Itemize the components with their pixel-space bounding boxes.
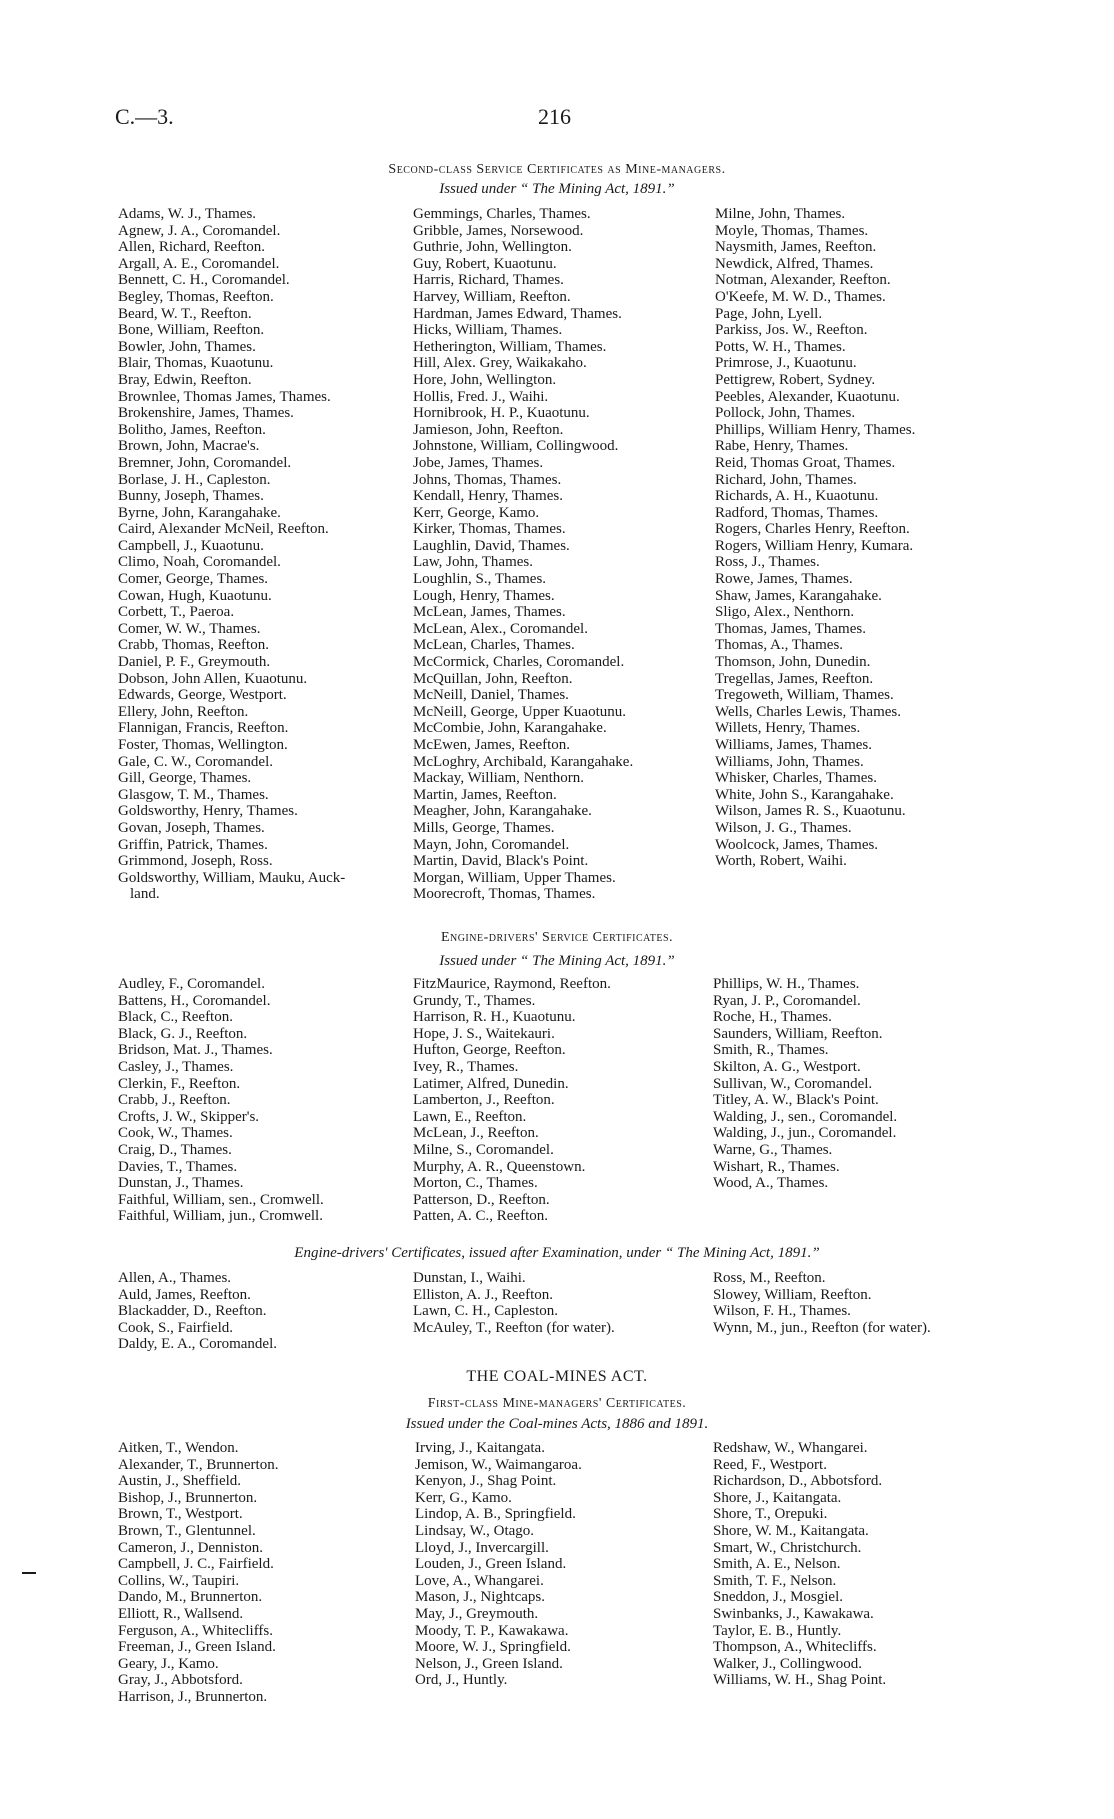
certificate-holder-entry: Govan, Joseph, Thames. xyxy=(118,819,265,836)
certificate-holder-entry: Wells, Charles Lewis, Thames. xyxy=(715,703,901,720)
certificate-holder-entry: Glasgow, T. M., Thames. xyxy=(118,786,269,803)
certificate-holder-entry: Davies, T., Thames. xyxy=(118,1158,238,1175)
certificate-holder-entry: Thomas, James, Thames. xyxy=(715,620,866,637)
certificate-holder-entry: Kerr, George, Kamo. xyxy=(413,504,540,521)
certificate-holder-entry: Audley, F., Coromandel. xyxy=(118,976,265,992)
certificate-holder-entry: Cook, S., Fairfield. xyxy=(118,1319,233,1336)
certificate-holder-entry: Titley, A. W., Black's Point. xyxy=(713,1092,879,1109)
document-reference: C.—3. xyxy=(115,104,174,129)
certificate-holder-entry: Hore, John, Wellington. xyxy=(413,371,557,388)
certificate-holder-entry: McNeill, George, Upper Kuaotunu. xyxy=(413,703,627,720)
certificate-holder-entry: Beard, W. T., Reefton. xyxy=(118,305,252,322)
certificate-holder-entry: Black, C., Reefton. xyxy=(118,1009,233,1026)
certificate-holder-entry: Notman, Alexander, Reefton. xyxy=(715,272,891,289)
certificate-holder-entry: Potts, W. H., Thames. xyxy=(715,338,846,355)
certificate-holder-entry: Rogers, Charles Henry, Reefton. xyxy=(715,521,910,538)
certificate-holder-entry: Milne, S., Coromandel. xyxy=(413,1141,554,1158)
name-column xyxy=(413,976,611,1225)
certificate-holder-entry: Freeman, J., Green Island. xyxy=(118,1639,276,1656)
certificate-holder-entry: Hufton, George, Reefton. xyxy=(413,1042,566,1059)
certificate-holder-entry: Allen, A., Thames. xyxy=(118,1270,232,1286)
certificate-holder-entry: Wishart, R., Thames. xyxy=(713,1158,840,1175)
certificate-holder-entry: Lawn, C. H., Capleston. xyxy=(413,1303,558,1320)
certificate-holder-entry: Campbell, J. C., Fairfield. xyxy=(118,1556,274,1573)
certificate-holder-entry: Adams, W. J., Thames. xyxy=(118,206,257,222)
certificate-holder-entry: Thomas, A., Thames. xyxy=(715,637,844,654)
certificate-holder-entry: Bone, William, Reefton. xyxy=(118,322,265,339)
certificate-holder-entry: McCombie, John, Karangahake. xyxy=(413,720,607,737)
name-column xyxy=(715,206,915,870)
certificate-holder-entry: Willets, Henry, Thames. xyxy=(715,720,861,737)
certificate-holder-entry: Caird, Alexander McNeil, Reefton. xyxy=(118,521,329,538)
certificate-holder-entry: Dunstan, J., Thames. xyxy=(118,1175,244,1192)
certificate-holder-entry: Faithful, William, sen., Cromwell. xyxy=(118,1191,324,1208)
certificate-holder-entry: Geary, J., Kamo. xyxy=(118,1655,219,1672)
certificate-holder-entry: White, John S., Karangahake. xyxy=(715,786,894,803)
certificate-holder-entry: Ross, J., Thames. xyxy=(715,554,820,571)
section-title: Second-class Service Certificates as Mine-managers. xyxy=(388,162,726,177)
certificate-holder-entry: McLoghry, Archibald, Karangahake. xyxy=(413,753,634,770)
certificate-holder-entry: Kendall, Henry, Thames. xyxy=(413,488,563,505)
certificate-holder-entry: Goldsworthy, William, Mauku, Auck- xyxy=(118,869,346,886)
certificate-holder-entry: Parkiss, Jos. W., Reefton. xyxy=(715,322,868,339)
certificate-holder-entry: Patten, A. C., Reefton. xyxy=(413,1208,548,1225)
certificate-holder-entry: Smith, T. F., Nelson. xyxy=(713,1572,837,1589)
certificate-holder-entry: Black, G. J., Reefton. xyxy=(118,1025,248,1042)
margin-mark xyxy=(22,1572,36,1574)
certificate-holder-entry: Brown, T., Glentunnel. xyxy=(118,1522,256,1539)
certificate-holder-entry: Bunny, Joseph, Thames. xyxy=(118,488,264,505)
certificate-holder-entry: Aitken, T., Wendon. xyxy=(118,1440,239,1456)
certificate-holder-entry: Shore, W. M., Kaitangata. xyxy=(713,1522,869,1539)
certificate-holder-entry: Corbett, T., Paeroa. xyxy=(118,604,235,621)
certificate-holder-entry: Kerr, G., Kamo. xyxy=(415,1489,512,1506)
certificate-holder-entry: Swinbanks, J., Kawakawa. xyxy=(713,1605,874,1622)
certificate-holder-entry: Campbell, J., Kuaotunu. xyxy=(118,537,264,554)
certificate-holder-entry: Austin, J., Sheffield. xyxy=(118,1473,242,1490)
certificate-holder-entry: Clerkin, F., Reefton. xyxy=(118,1075,241,1092)
certificate-holder-entry: Walker, J., Collingwood. xyxy=(713,1655,863,1672)
certificate-holder-entry: Sneddon, J., Mosgiel. xyxy=(713,1589,844,1606)
certificate-holder-entry: Reed, F., Westport. xyxy=(713,1456,827,1473)
certificate-holder-entry: Byrne, John, Karangahake. xyxy=(118,504,281,521)
certificate-holder-entry: Taylor, E. B., Huntly. xyxy=(713,1622,842,1639)
section-title: First-class Mine-managers' Certificates. xyxy=(427,1396,687,1411)
section-subtitle: Issued under the Coal-mines Acts, 1886 and 1891. xyxy=(405,1416,709,1432)
certificate-holder-entry: Wood, A., Thames. xyxy=(713,1175,829,1192)
certificate-holder-entry: McNeill, Daniel, Thames. xyxy=(413,687,569,704)
certificate-holder-entry: McLean, James, Thames. xyxy=(413,604,566,621)
certificate-holder-entry: McEwen, James, Reefton. xyxy=(413,737,571,753)
certificate-holder-entry: Phillips, William Henry, Thames. xyxy=(715,421,916,438)
certificate-holder-entry: Mason, J., Nightcaps. xyxy=(415,1589,545,1606)
certificate-holder-entry: Loughlin, S., Thames. xyxy=(413,571,547,588)
certificate-holder-entry: Goldsworthy, Henry, Thames. xyxy=(118,803,298,820)
certificate-holder-entry: Lindsay, W., Otago. xyxy=(415,1522,535,1539)
certificate-holder-entry: Blair, Thomas, Kuaotunu. xyxy=(118,355,274,372)
certificate-holder-entry: Latimer, Alfred, Dunedin. xyxy=(413,1075,569,1092)
certificate-holder-entry: Williams, John, Thames. xyxy=(715,753,864,770)
certificate-holder-entry: Bremner, John, Coromandel. xyxy=(118,454,292,471)
certificate-holder-entry: O'Keefe, M. W. D., Thames. xyxy=(715,288,886,305)
certificate-holder-entry: Lindop, A. B., Springfield. xyxy=(415,1506,576,1523)
certificate-holder-entry: Bolitho, James, Reefton. xyxy=(118,421,266,438)
certificate-holder-entry: Smith, R., Thames. xyxy=(713,1042,829,1059)
certificate-holder-entry: Bishop, J., Brunnerton. xyxy=(118,1489,258,1506)
certificate-holder-entry: Woolcock, James, Thames. xyxy=(715,836,879,853)
certificate-holder-entry: Auld, James, Reefton. xyxy=(118,1286,251,1303)
certificate-holder-entry: Laughlin, David, Thames. xyxy=(413,537,570,554)
section-subtitle: Issued under “ The Mining Act, 1891.” xyxy=(439,181,675,197)
section-subtitle: Engine-drivers' Certificates, issued after Examination, under “ The Mining Act, 1891.” xyxy=(294,1245,820,1261)
certificate-holder-entry: Roche, H., Thames. xyxy=(713,1009,832,1026)
certificate-holder-entry: Ferguson, A., Whitecliffs. xyxy=(118,1622,273,1639)
certificate-holder-entry: Williams, James, Thames. xyxy=(715,737,873,753)
certificate-holder-entry: Slowey, William, Reefton. xyxy=(713,1286,872,1303)
certificate-holder-entry: Law, John, Thames. xyxy=(413,554,533,571)
certificate-holder-entry: Martin, James, Reefton. xyxy=(413,786,557,803)
certificate-holder-entry: Naysmith, James, Reefton. xyxy=(715,239,877,256)
certificate-holder-entry: Gray, J., Abbotsford. xyxy=(118,1672,243,1689)
certificate-holder-entry: Crabb, J., Reefton. xyxy=(118,1092,231,1109)
certificate-holder-entry: Gill, George, Thames. xyxy=(118,770,252,787)
section-subtitle: Issued under “ The Mining Act, 1891.” xyxy=(439,953,675,969)
certificate-holder-entry: Shore, T., Orepuki. xyxy=(713,1506,828,1523)
certificate-holder-entry: Allen, Richard, Reefton. xyxy=(118,239,266,256)
certificate-holder-entry: Louden, J., Green Island. xyxy=(415,1556,567,1573)
certificate-holder-entry: Daniel, P. F., Greymouth. xyxy=(118,654,271,671)
certificate-holder-entry: Guy, Robert, Kuaotunu. xyxy=(413,255,557,272)
certificate-holder-entry: Gale, C. W., Coromandel. xyxy=(118,753,273,770)
section-title: Engine-drivers' Service Certificates. xyxy=(440,930,674,945)
certificate-holder-entry: May, J., Greymouth. xyxy=(415,1605,539,1622)
certificate-holder-entry: Brown, T., Westport. xyxy=(118,1506,243,1523)
certificate-holder-entry: Dunstan, I., Waihi. xyxy=(413,1270,526,1286)
certificate-holder-entry: Harrison, R. H., Kuaotunu. xyxy=(413,1009,576,1026)
certificate-holder-entry: Moorecroft, Thomas, Thames. xyxy=(413,886,596,903)
certificate-holder-entry: Reid, Thomas Groat, Thames. xyxy=(715,454,896,471)
certificate-holder-entry: Borlase, J. H., Capleston. xyxy=(118,471,271,488)
certificate-holder-entry: Kenyon, J., Shag Point. xyxy=(415,1473,557,1490)
certificate-holder-entry: Climo, Noah, Coromandel. xyxy=(118,554,281,571)
certificate-holder-entry: Walding, J., jun., Coromandel. xyxy=(713,1125,897,1142)
certificate-holder-entry: Shore, J., Kaitangata. xyxy=(713,1489,842,1506)
certificate-holder-entry: Walding, J., sen., Coromandel. xyxy=(713,1108,898,1125)
certificate-holder-entry: Guthrie, John, Wellington. xyxy=(413,239,572,256)
certificate-holder-entry: Cook, W., Thames. xyxy=(118,1125,233,1142)
certificate-holder-entry: Jemison, W., Waimangaroa. xyxy=(415,1456,582,1473)
certificate-holder-entry: Harvey, William, Reefton. xyxy=(413,288,571,305)
certificate-holder-entry: Shaw, James, Karangahake. xyxy=(715,587,882,604)
certificate-holder-entry: land. xyxy=(130,886,160,903)
certificate-holder-entry: Moore, W. J., Springfield. xyxy=(415,1639,571,1656)
certificate-holder-entry: Mills, George, Thames. xyxy=(413,819,555,836)
certificate-holder-entry: Lawn, E., Reefton. xyxy=(413,1108,527,1125)
certificate-holder-entry: Bray, Edwin, Reefton. xyxy=(118,371,252,388)
certificate-holder-entry: Rogers, William Henry, Kumara. xyxy=(715,537,914,554)
certificate-holder-entry: Ord, J., Huntly. xyxy=(415,1672,508,1689)
name-column xyxy=(118,1440,278,1706)
certificate-holder-entry: Morton, C., Thames. xyxy=(413,1175,538,1192)
certificate-holder-entry: Primrose, J., Kuaotunu. xyxy=(715,355,857,372)
certificate-holder-entry: Jamieson, John, Reefton. xyxy=(413,421,564,438)
certificate-holder-entry: Whisker, Charles, Thames. xyxy=(715,770,877,787)
certificate-holder-entry: Hardman, James Edward, Thames. xyxy=(413,305,622,322)
certificate-holder-entry: Moyle, Thomas, Thames. xyxy=(715,222,869,239)
certificate-holder-entry: Casley, J., Thames. xyxy=(118,1058,234,1075)
certificate-holder-entry: Pollock, John, Thames. xyxy=(715,405,856,422)
name-column xyxy=(413,206,633,903)
name-column xyxy=(713,1270,931,1336)
page-number: 216 xyxy=(538,104,571,129)
certificate-holder-entry: Lough, Henry, Thames. xyxy=(413,587,555,604)
certificate-holder-entry: Grimmond, Joseph, Ross. xyxy=(118,853,273,870)
certificate-holder-entry: Dando, M., Brunnerton. xyxy=(118,1589,263,1606)
certificate-holder-entry: Sullivan, W., Coromandel. xyxy=(713,1075,873,1092)
certificate-holder-entry: Harrison, J., Brunnerton. xyxy=(118,1688,268,1705)
certificate-holder-entry: Murphy, A. R., Queenstown. xyxy=(413,1158,586,1175)
certificate-holder-entry: Newdick, Alfred, Thames. xyxy=(715,255,874,272)
certificate-holder-entry: Hill, Alex. Grey, Waikakaho. xyxy=(413,355,587,372)
certificate-holder-entry: McAuley, T., Reefton (for water). xyxy=(413,1319,615,1336)
certificate-holder-entry: Agnew, J. A., Coromandel. xyxy=(118,222,281,239)
certificate-holder-entry: Wilson, F. H., Thames. xyxy=(713,1303,851,1320)
certificate-holder-entry: Thomson, John, Dunedin. xyxy=(715,654,871,671)
certificate-holder-entry: Cameron, J., Denniston. xyxy=(118,1539,263,1556)
certificate-holder-entry: McCormick, Charles, Coromandel. xyxy=(413,654,625,671)
certificate-holder-entry: Comer, George, Thames. xyxy=(118,571,269,588)
certificate-holder-entry: Craig, D., Thames. xyxy=(118,1141,232,1158)
certificate-holder-entry: Wilson, J. G., Thames. xyxy=(715,819,852,836)
certificate-holder-entry: Mayn, John, Coromandel. xyxy=(413,836,570,853)
certificate-holder-entry: Ross, M., Reefton. xyxy=(713,1270,826,1286)
certificate-holder-entry: Irving, J., Kaitangata. xyxy=(415,1440,545,1456)
certificate-holder-entry: Milne, John, Thames. xyxy=(715,206,846,222)
name-column xyxy=(415,1440,582,1689)
certificate-holder-entry: Meagher, John, Karangahake. xyxy=(413,803,592,820)
certificate-holder-entry: Peebles, Alexander, Kuaotunu. xyxy=(715,388,900,405)
certificate-holder-entry: Ellery, John, Reefton. xyxy=(118,703,249,720)
certificate-holder-entry: FitzMaurice, Raymond, Reefton. xyxy=(413,976,611,992)
name-column xyxy=(713,1440,886,1689)
certificate-holder-entry: McLean, J., Reefton. xyxy=(413,1125,539,1142)
certificate-holder-entry: Lloyd, J., Invercargill. xyxy=(415,1539,549,1556)
name-column xyxy=(118,976,324,1225)
certificate-holder-entry: Gribble, James, Norsewood. xyxy=(413,222,584,239)
certificate-holder-entry: Alexander, T., Brunnerton. xyxy=(118,1456,279,1473)
certificate-holder-entry: Faithful, William, jun., Cromwell. xyxy=(118,1208,323,1225)
certificate-holder-entry: Moody, T. P., Kawakawa. xyxy=(415,1622,569,1639)
certificate-holder-entry: Ryan, J. P., Coromandel. xyxy=(713,992,861,1009)
certificate-holder-entry: Rowe, James, Thames. xyxy=(715,571,853,588)
certificate-holder-entry: Bowler, John, Thames. xyxy=(118,338,256,355)
certificate-holder-entry: Bennett, C. H., Coromandel. xyxy=(118,272,290,289)
certificate-holder-entry: Dobson, John Allen, Kuaotunu. xyxy=(118,670,308,687)
name-column xyxy=(413,1270,615,1336)
certificate-holder-entry: Mackay, William, Nenthorn. xyxy=(413,770,585,787)
certificate-holder-entry: Hornibrook, H. P., Kuaotunu. xyxy=(413,405,590,422)
certificate-holder-entry: Battens, H., Coromandel. xyxy=(118,992,271,1009)
certificate-holder-entry: Argall, A. E., Coromandel. xyxy=(118,255,280,272)
certificate-holder-entry: Morgan, William, Upper Thames. xyxy=(413,869,616,886)
certificate-holder-entry: Page, John, Lyell. xyxy=(715,305,823,322)
certificate-holder-entry: Flannigan, Francis, Reefton. xyxy=(118,720,289,737)
certificate-holder-entry: Harris, Richard, Thames. xyxy=(413,272,564,289)
certificate-holder-entry: Pettigrew, Robert, Sydney. xyxy=(715,371,876,388)
certificate-holder-entry: Elliston, A. J., Reefton. xyxy=(413,1286,553,1303)
certificate-holder-entry: Redshaw, W., Whangarei. xyxy=(713,1440,868,1456)
certificate-holder-entry: Brown, John, Macrae's. xyxy=(118,438,260,455)
certificate-holder-entry: Griffin, Patrick, Thames. xyxy=(118,836,268,853)
certificate-holder-entry: Thompson, A., Whitecliffs. xyxy=(713,1639,877,1656)
certificate-holder-entry: Hicks, William, Thames. xyxy=(413,322,563,339)
certificate-holder-entry: Smith, A. E., Nelson. xyxy=(713,1556,841,1573)
certificate-holder-entry: Richard, John, Thames. xyxy=(715,471,857,488)
certificate-holder-entry: Tregellas, James, Reefton. xyxy=(715,670,874,687)
certificate-holder-entry: Phillips, W. H., Thames. xyxy=(713,976,860,992)
certificate-holder-entry: Collins, W., Taupiri. xyxy=(118,1572,240,1589)
certificate-holder-entry: Cowan, Hugh, Kuaotunu. xyxy=(118,587,272,604)
certificate-holder-entry: Lamberton, J., Reefton. xyxy=(413,1092,555,1109)
certificate-holder-entry: Edwards, George, Westport. xyxy=(118,687,287,704)
certificate-holder-entry: Gemmings, Charles, Thames. xyxy=(413,206,591,222)
certificate-holder-entry: Comer, W. W., Thames. xyxy=(118,620,261,637)
certificate-holder-entry: Johns, Thomas, Thames. xyxy=(413,471,562,488)
certificate-holder-entry: Saunders, William, Reefton. xyxy=(713,1025,883,1042)
certificate-holder-entry: Johnstone, William, Collingwood. xyxy=(413,438,619,455)
certificate-holder-entry: Skilton, A. G., Westport. xyxy=(713,1058,861,1075)
certificate-holder-entry: Blackadder, D., Reefton. xyxy=(118,1303,267,1320)
certificate-holder-entry: Smart, W., Christchurch. xyxy=(713,1539,862,1556)
certificate-holder-entry: Brownlee, Thomas James, Thames. xyxy=(118,388,331,405)
certificate-holder-entry: Wynn, M., jun., Reefton (for water). xyxy=(713,1319,931,1336)
act-heading: THE COAL-MINES ACT. xyxy=(466,1368,648,1385)
certificate-holder-entry: Kirker, Thomas, Thames. xyxy=(413,521,566,538)
certificate-holder-entry: Hollis, Fred. J., Waihi. xyxy=(413,388,549,405)
certificate-holder-entry: Tregoweth, William, Thames. xyxy=(715,687,894,704)
certificate-holder-entry: Ivey, R., Thames. xyxy=(413,1058,519,1075)
certificate-holder-entry: Sligo, Alex., Nenthorn. xyxy=(715,604,855,621)
certificate-holder-entry: Williams, W. H., Shag Point. xyxy=(713,1672,887,1689)
certificate-holder-entry: Martin, David, Black's Point. xyxy=(413,853,589,870)
certificate-holder-entry: Begley, Thomas, Reefton. xyxy=(118,288,274,305)
certificate-holder-entry: Warne, G., Thames. xyxy=(713,1141,833,1158)
certificate-holder-entry: Jobe, James, Thames. xyxy=(413,454,544,471)
certificate-holder-entry: Foster, Thomas, Wellington. xyxy=(118,737,288,753)
certificate-holder-entry: McLean, Alex., Coromandel. xyxy=(413,620,588,637)
certificate-holder-entry: Hope, J. S., Waitekauri. xyxy=(413,1025,555,1042)
certificate-holder-entry: Daldy, E. A., Coromandel. xyxy=(118,1336,278,1353)
name-column xyxy=(118,1270,277,1353)
certificate-holder-entry: Brokenshire, James, Thames. xyxy=(118,405,294,422)
certificate-holder-entry: Bridson, Mat. J., Thames. xyxy=(118,1042,273,1059)
name-column xyxy=(118,206,345,903)
certificate-holder-entry: Rabe, Henry, Thames. xyxy=(715,438,849,455)
certificate-holder-entry: McQuillan, John, Reefton. xyxy=(413,670,573,687)
certificate-holder-entry: Worth, Robert, Waihi. xyxy=(715,853,847,870)
name-column xyxy=(713,976,897,1192)
certificate-holder-entry: Crofts, J. W., Skipper's. xyxy=(118,1108,260,1125)
certificate-holder-entry: Richardson, D., Abbotsford. xyxy=(713,1473,883,1490)
certificate-holder-entry: Crabb, Thomas, Reefton. xyxy=(118,637,269,654)
certificate-holder-entry: Nelson, J., Green Island. xyxy=(415,1655,563,1672)
certificate-holder-entry: Hetherington, William, Thames. xyxy=(413,338,607,355)
certificate-holder-entry: Patterson, D., Reefton. xyxy=(413,1191,550,1208)
certificate-holder-entry: McLean, Charles, Thames. xyxy=(413,637,575,654)
certificate-holder-entry: Wilson, James R. S., Kuaotunu. xyxy=(715,803,906,820)
certificate-holder-entry: Grundy, T., Thames. xyxy=(413,992,536,1009)
certificate-holder-entry: Love, A., Whangarei. xyxy=(415,1572,544,1589)
certificate-holder-entry: Richards, A. H., Kuaotunu. xyxy=(715,488,879,505)
certificate-holder-entry: Elliott, R., Wallsend. xyxy=(118,1605,244,1622)
certificate-holder-entry: Radford, Thomas, Thames. xyxy=(715,504,879,521)
